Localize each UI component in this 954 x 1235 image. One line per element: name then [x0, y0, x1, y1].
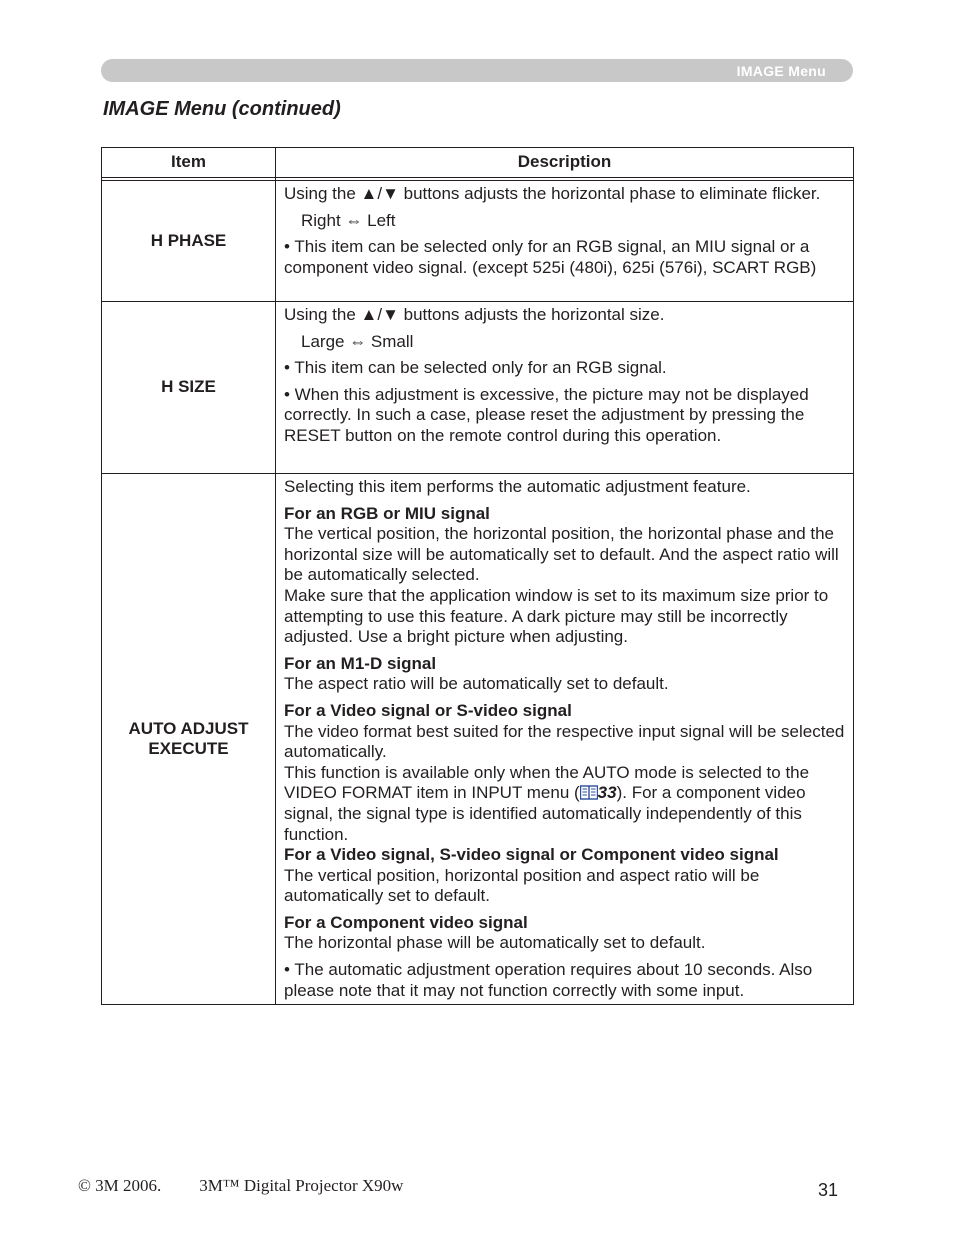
description-line: • This item can be selected only for an RGB signal, an MIU signal or a component video signal. (except 525i (480i), 625i (576i), SCART RGB) — [284, 237, 817, 277]
item-name-line: EXECUTE — [148, 739, 229, 759]
description-text: The aspect ratio will be automatically set to default. — [284, 674, 669, 694]
item-name-line: AUTO ADJUST — [128, 718, 249, 738]
description-text: The horizontal phase will be automatically set to default. — [284, 933, 706, 953]
description-text: The vertical position, the horizontal position, the horizontal phase and the horizontal size will be automatically set to default. And the aspect ratio will be automatically selected. — [284, 524, 839, 585]
table-row — [102, 181, 854, 302]
footer — [78, 1176, 403, 1196]
subheading-combo: For a Video signal, S-video signal or Component video signal — [284, 845, 779, 865]
table-header-row — [102, 148, 854, 178]
item-name-auto-adjust — [102, 474, 276, 1005]
description-line: Large ⇔ Small — [301, 331, 414, 351]
page-title: IMAGE Menu (continued) — [103, 98, 341, 120]
page-reference[interactable]: 33 — [597, 783, 617, 803]
subheading-component: For a Component video signal — [284, 912, 528, 932]
description-note: • The automatic adjustment operation requires about 10 seconds. Also please note that it may not function correctly with some input. — [284, 960, 813, 1000]
description-auto-adjust — [276, 474, 854, 1005]
subheading-m1d: For an M1-D signal — [284, 653, 437, 673]
description-text: Make sure that the application window is set to its maximum size prior to attempting to use this feature. A dark picture may still be incorrectly adjusted. Use a bright picture when adjusting. — [284, 585, 829, 647]
description-h-size — [276, 302, 854, 474]
description-text: The vertical position, horizontal position and aspect ratio will be automatically set to default. — [284, 865, 760, 906]
subheading-video: For a Video signal or S-video signal — [284, 700, 572, 720]
column-header-description: Description — [276, 148, 854, 178]
description-line: • This item can be selected only for an RGB signal. — [284, 358, 667, 378]
table-row — [102, 474, 854, 1005]
column-header-item: Item — [102, 148, 276, 178]
footer-product: 3M™ Digital Projector X90w — [199, 1176, 404, 1195]
footer-copyright: © 3M 2006. — [78, 1176, 162, 1195]
table-row — [102, 302, 854, 474]
item-name-h-size: H SIZE — [102, 302, 276, 474]
description-intro: Selecting this item performs the automatic adjustment feature. — [284, 477, 751, 496]
subheading-rgb: For an RGB or MIU signal — [284, 503, 490, 523]
page-number: 31 — [818, 1180, 839, 1200]
description-line: Right ⇔ Left — [301, 210, 396, 230]
menu-table — [101, 147, 854, 1005]
description-line: Using the ▲/▼ buttons adjusts the horizontal phase to eliminate flicker. — [284, 184, 821, 203]
book-icon — [580, 785, 598, 800]
description-text: This function is available only when the AUTO mode is selected to the VIDEO FORMAT item in INPUT menu ( — [284, 762, 810, 803]
section-header-label: IMAGE Menu — [736, 63, 826, 79]
description-h-phase — [276, 181, 854, 302]
item-name-h-phase: H PHASE — [102, 181, 276, 302]
section-header-bar — [101, 59, 853, 82]
description-text: ). For a component video signal, the signal type is identified automatically independently of this function. — [284, 783, 806, 844]
description-text: The video format best suited for the respective input signal will be selected automatically. — [284, 721, 845, 762]
description-line: • When this adjustment is excessive, the picture may not be displayed correctly. In such a case, please reset the adjustment by pressing the RESET button on the remote control during this operation. — [284, 384, 809, 445]
description-line: Using the ▲/▼ buttons adjusts the horizontal size. — [284, 305, 665, 324]
